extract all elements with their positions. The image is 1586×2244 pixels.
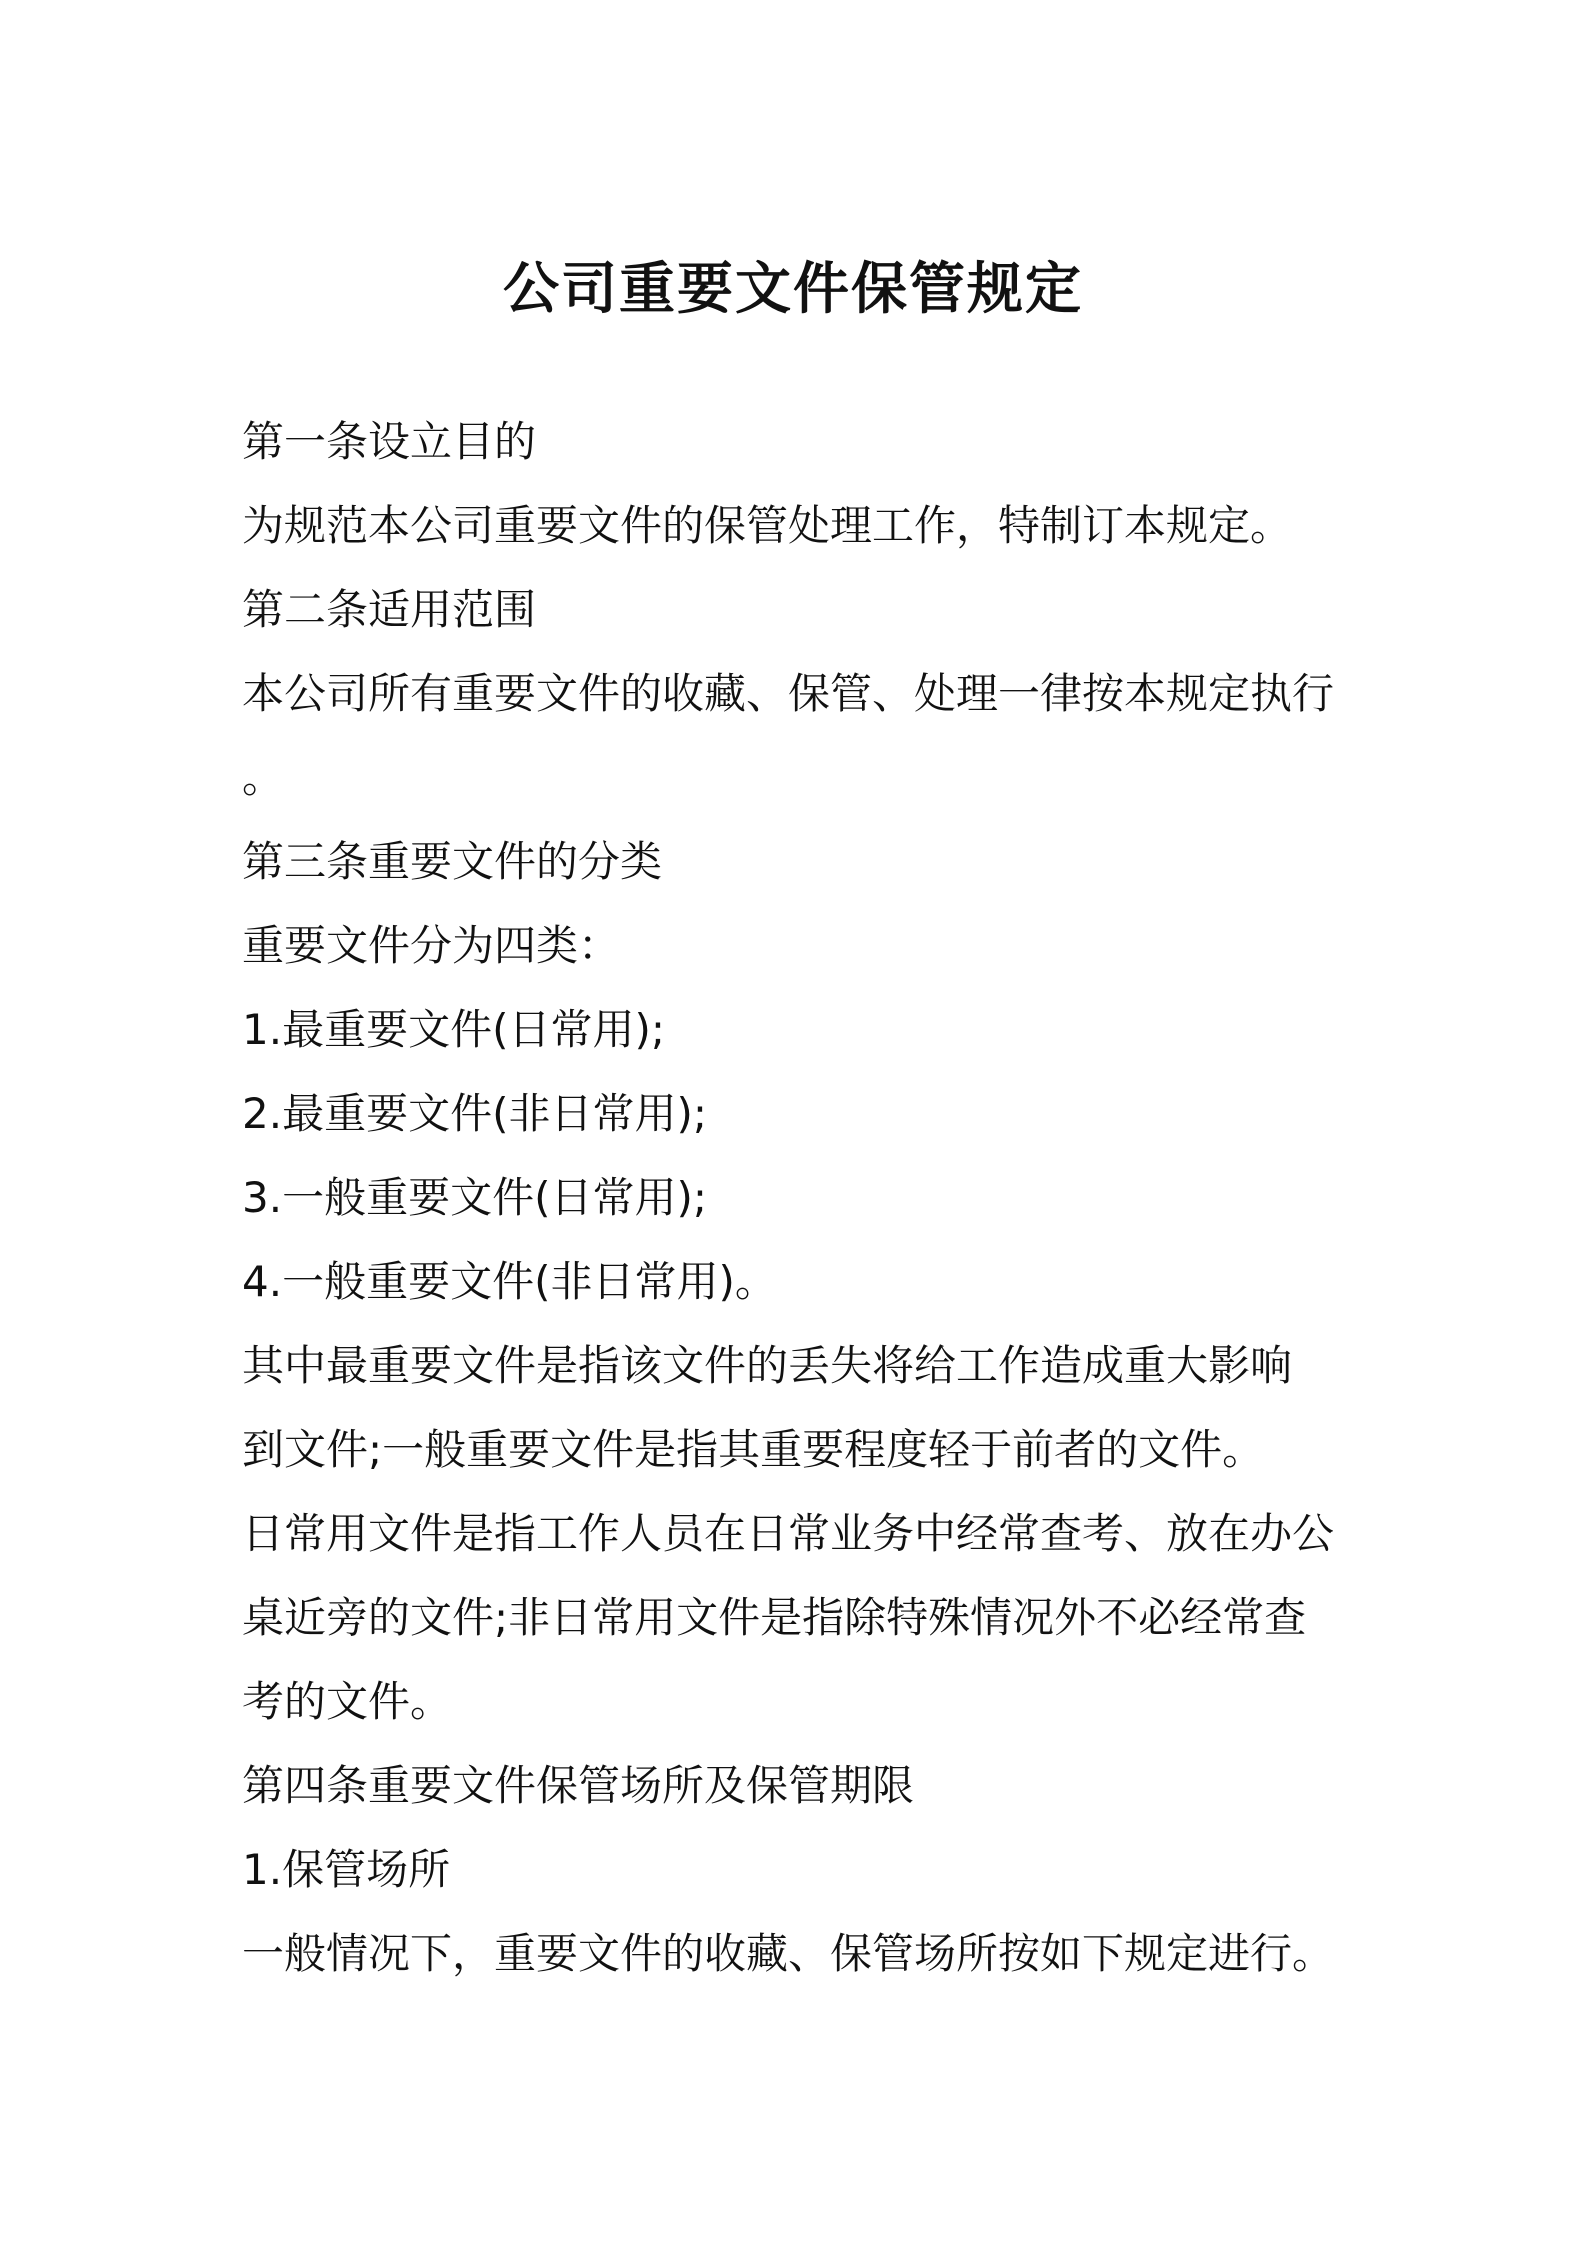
article-4-heading: 第四条重要文件保管场所及保管期限: [242, 1761, 915, 1810]
article-2-heading: 第二条适用范围: [242, 585, 537, 634]
subsection-heading: 1.保管场所: [242, 1845, 451, 1894]
paragraph-line: 考的文件。: [242, 1677, 453, 1726]
paragraph-line: 为规范本公司重要文件的保管处理工作，特制订本规定。: [242, 501, 1293, 550]
paragraph-line: 桌近旁的文件;非日常用文件是指除特殊情况外不必经常查: [242, 1593, 1307, 1642]
list-item: 2.最重要文件(非日常用);: [242, 1089, 707, 1138]
paragraph-line: 日常用文件是指工作人员在日常业务中经常查考、放在办公: [242, 1509, 1335, 1558]
article-1-heading: 第一条设立目的: [242, 417, 537, 466]
article-3-heading: 第三条重要文件的分类: [242, 837, 663, 886]
list-item: 4.一般重要文件(非日常用)。: [242, 1257, 777, 1306]
paragraph-line: 重要文件分为四类：: [242, 921, 621, 970]
paragraph-line: 一般情况下，重要文件的收藏、保管场所按如下规定进行。: [242, 1929, 1335, 1978]
document-title: 公司重要文件保管规定: [503, 257, 1083, 322]
paragraph-line: 。: [242, 753, 285, 802]
paragraph-line: 其中最重要文件是指该文件的丢失将给工作造成重大影响: [242, 1341, 1293, 1390]
list-item: 3.一般重要文件(日常用);: [242, 1173, 707, 1222]
paragraph-line: 本公司所有重要文件的收藏、保管、处理一律按本规定执行: [242, 669, 1335, 718]
paragraph-line: 到文件;一般重要文件是指其重要程度轻于前者的文件。: [242, 1425, 1265, 1474]
list-item: 1.最重要文件(日常用);: [242, 1005, 665, 1054]
